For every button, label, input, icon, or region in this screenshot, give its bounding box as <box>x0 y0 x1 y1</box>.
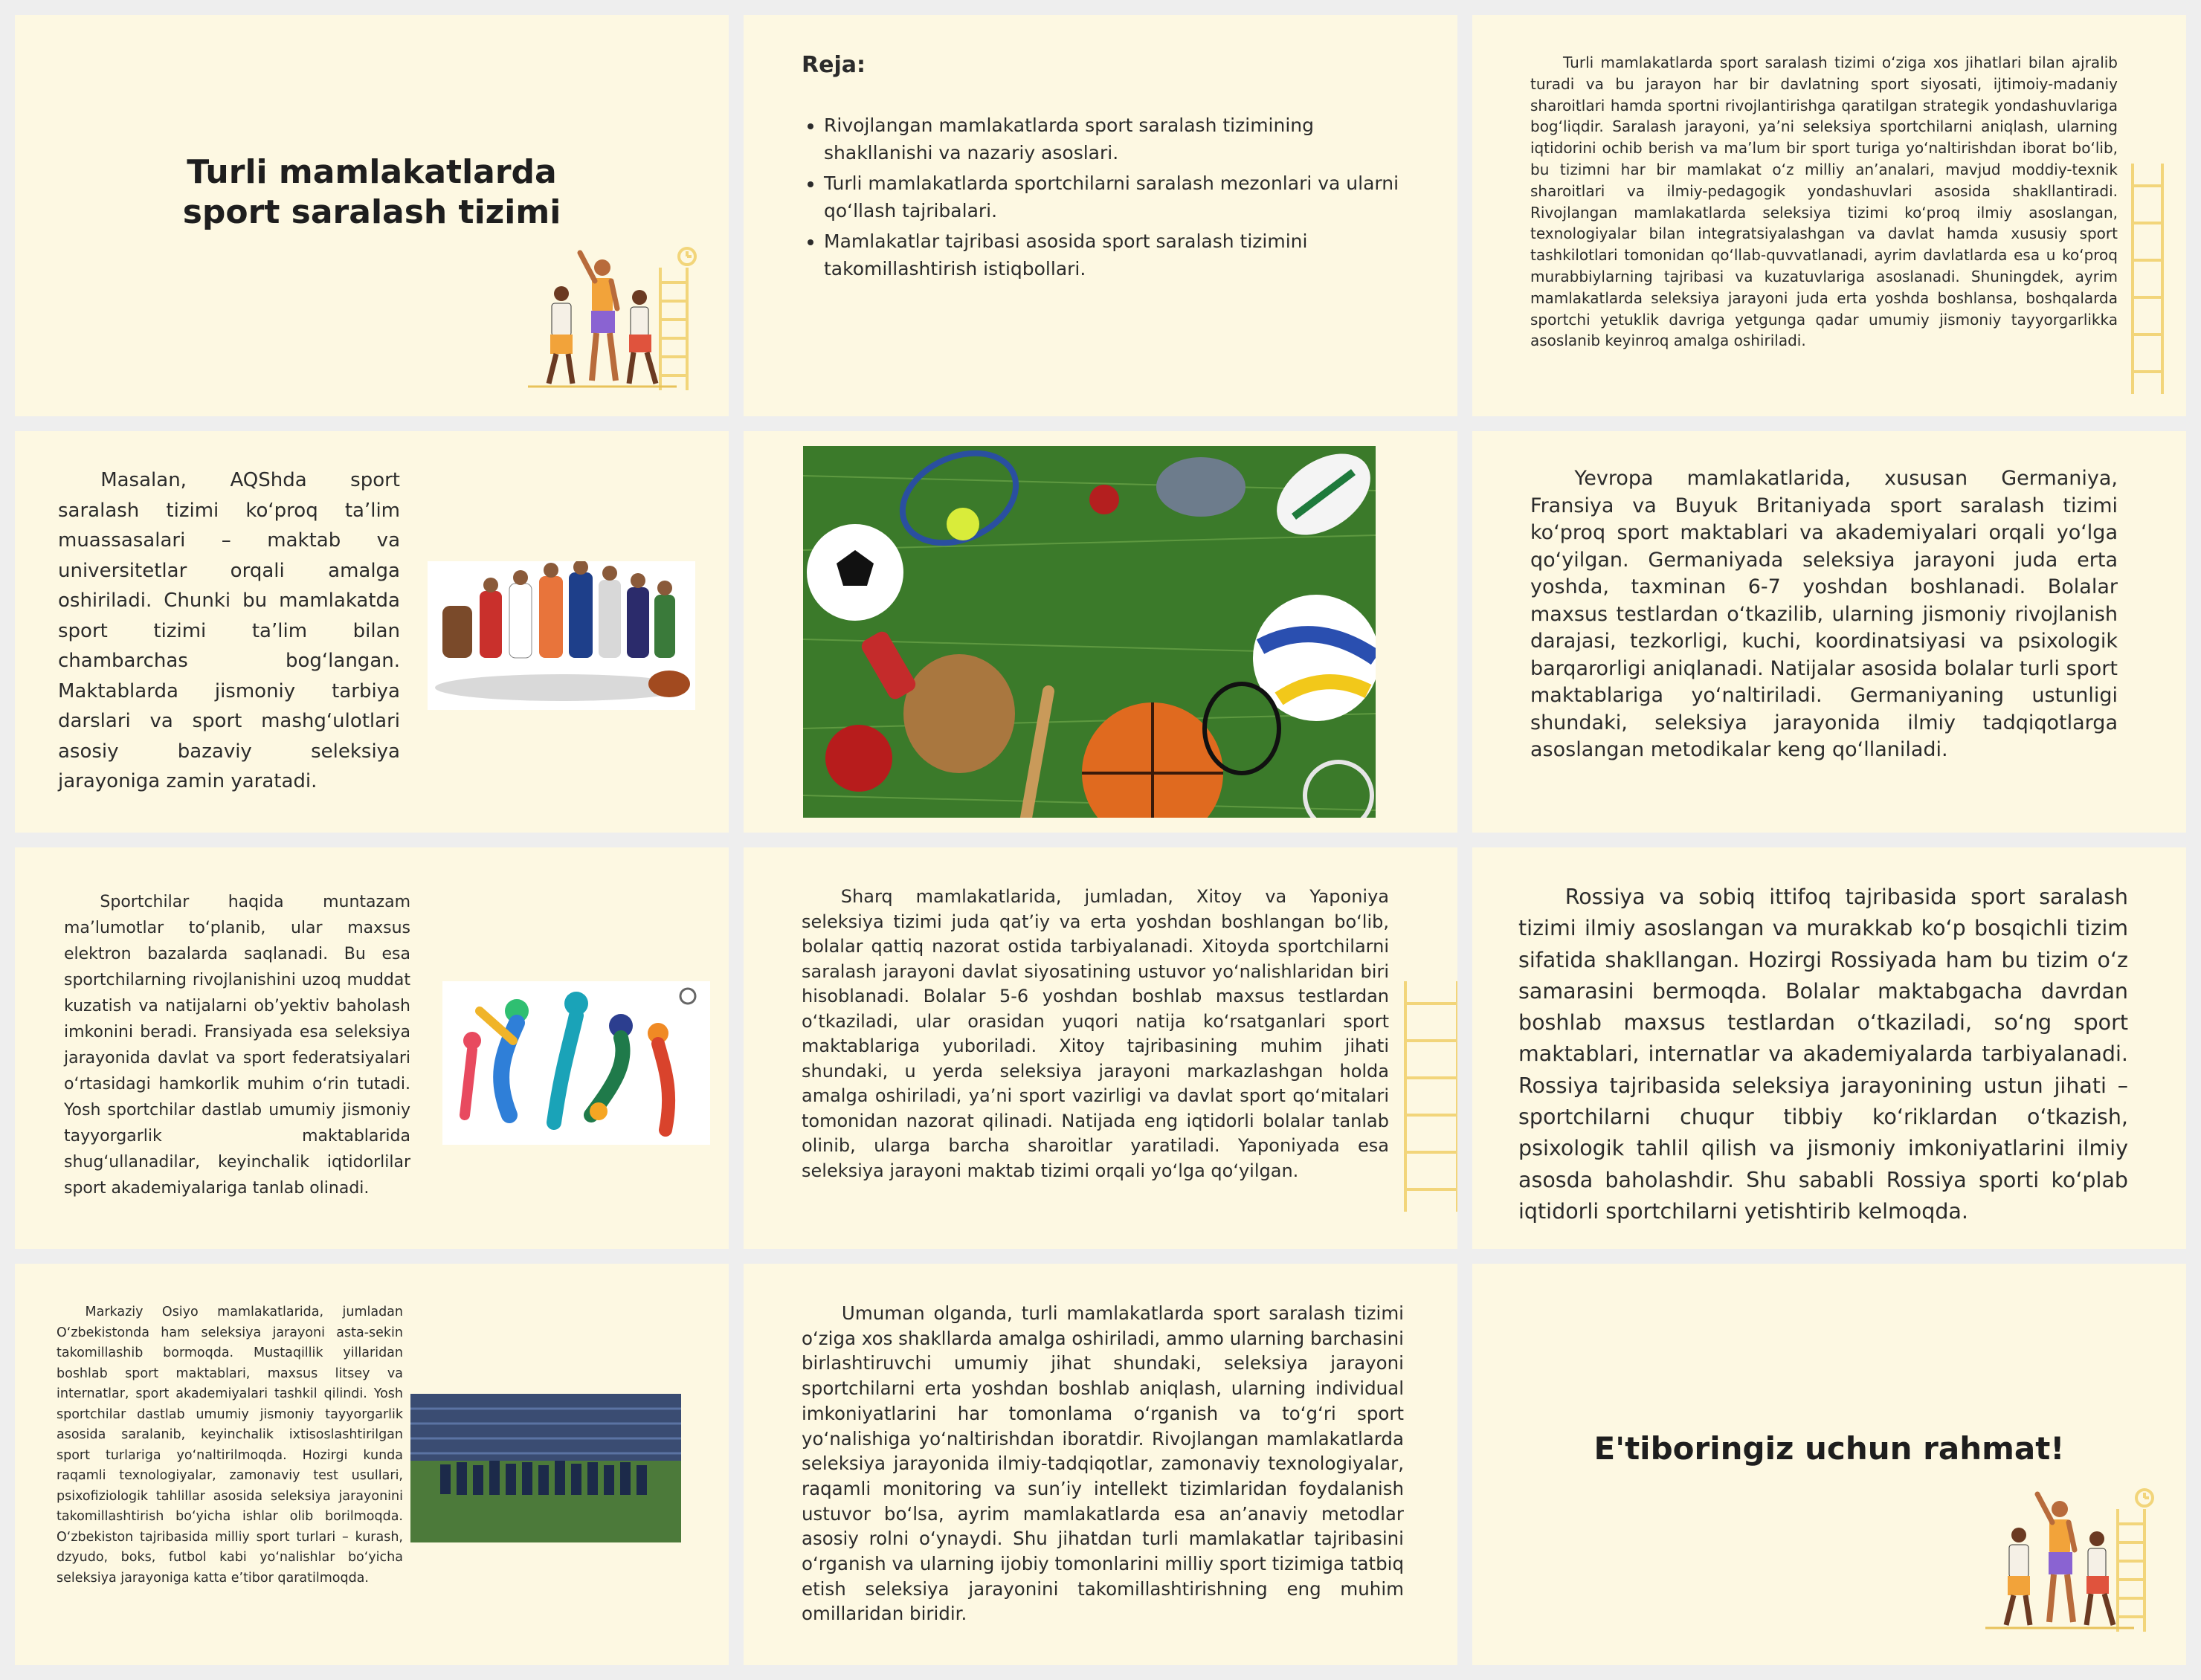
slide-1-title[interactable] <box>15 15 729 416</box>
plan-item: • Rivojlangan mamlakatlarda sport saralash tizimining shakllanishi va nazariy asoslari. <box>824 112 1404 167</box>
slide-3-intro[interactable] <box>1472 15 2186 416</box>
slide-text: Masalan, AQShda sport saralash tizimi ko‘proq ta’lim muassasalari – maktab va universitetlar orqali amalga oshiriladi. Chunki bu mamlakatda sport tizimi ta’lim bilan chambarchas bog‘langan. Maktablarda jismoniy tarbiya darslari va sport mashg‘ulotlari asosiy bazaviy seleksiya jarayoniga zamin yaratadi. <box>58 469 400 792</box>
ladder-icon <box>1398 981 1457 1219</box>
athletes-collage-image <box>428 561 695 710</box>
colorful-athletes-image <box>442 981 710 1145</box>
plan-item: • Turli mamlakatlarda sportchilarni saralash mezonlari va ularni qo‘llash tajribalari. <box>824 169 1404 224</box>
slide-5-image[interactable] <box>744 431 1457 833</box>
plan-list <box>802 112 1404 285</box>
plan-item: • Mamlakatlar tajribasi asosida sport saralash tizimini takomillashtirish istiqbollari. <box>824 227 1404 282</box>
athletes-illustration <box>1985 1487 2134 1635</box>
slide-text: Sportchilar haqida muntazam ma’lumotlar to‘planib, ular maxsus elektron bazalarda saqlanadi. Bu esa sportchilarning rivojlanishini uzoq muddat kuzatish va natijalarni ob’yektiv baholash imkonini beradi. Fransiyada esa seleksiya jarayonida davlat va sport federatsiyalari o‘rtasidagi hamkorlik muhim o‘rin tutadi. Yosh sportchilar dastlab umumiy jismoniy tayyorgarlik maktablarida shug‘ullanadilar, keyinchalik iqtidorlilar sport akademiyalariga tanlab olinadi. <box>64 893 410 1198</box>
sports-equipment-image <box>803 446 1376 818</box>
slide-8-east[interactable] <box>744 847 1457 1249</box>
football-team-image <box>410 1394 681 1542</box>
slide-title: Turli mamlakatlarda sport saralash tizimi <box>182 153 561 231</box>
ladder-icon <box>2127 164 2171 401</box>
slide-7-databases[interactable] <box>15 847 729 1249</box>
slide-10-uzbekistan[interactable] <box>15 1264 729 1665</box>
slide-text: Rossiya va sobiq ittifoq tajribasida sport saralash tizimi ilmiy asoslangan va murakkab ko‘p bosqichli tizim sifatida shakllangan. Hozirgi Rossiyada ham bu tizim o‘z samarasini bermoqda. Bolalar maktabgacha davrdan boshlab maxsus testlardan o‘tkaziladi, so‘ng sport maktablari, internatlar va akademiyalarda tarbiyalanadi. Rossiya tajribasida seleksiya jarayonining ustun jihati – sportchilarni chuqur tibbiy ko‘riklardan o‘tkazish, psixologik tahlil qilish va jismoniy imkoniyatlarini ilmiy asosda baholashdir. Shu sababli Rossiya sporti ko‘plab iqtidorli sportchilarni yetishtirib kelmoqda. <box>1518 885 2128 1224</box>
plan-heading: Reja: <box>802 52 866 78</box>
slide-text: Umuman olganda, turli mamlakatlarda sport saralash tizimi o‘ziga xos shakllarda amalga oshiriladi, ammo ularning barchasini birlashtiruvchi umumiy jihat shundaki, seleksiya jarayoni sportchilarni erta yoshdan boshlab aniqlash, ularning individual imkoniyatlarini har tomonlama o‘rganish va to‘g‘ri sport yo‘nalishiga yo‘naltirishdan iboratdir. Rivojlangan mamlakatlarda seleksiya jarayonida ilmiy-tadqiqotlar, zamonaviy texnologiyalar, raqamli monitoring va sun’iy intellekt tizimlaridan foydalanish ustuvor bo‘lsa, ayrim mamlakatlarda esa an’anaviy metodlar asosiy rolni o‘ynaydi. Shu jihatdan turli mamlakatlar tajribasini o‘rganish va ularning ijobiy tomonlarini milliy sport tizimiga tatbiq etish seleksiya jarayonini takomillashtirishning eng muhim omillaridan biridir. <box>802 1302 1404 1625</box>
slide-text: Yevropa mamlakatlarida, xususan Germaniya, Fransiya va Buyuk Britaniyada sport saralash tizimi ko‘proq sport maktablari va akademiyalari orqali yo‘lga qo‘yilgan. Germaniyada seleksiya jarayoni juda erta yoshda, taxminan 6-7 yoshdan boshlanadi. Bolalar maxsus testlardan o‘tkazilib, ularning jismoniy rivojlanish darajasi, tezkorligi, kuchi, koordinatsiyasi va psixologik barqarorligi aniqlanadi. Natijalar asosida bolalar turli sport maktablariga yo‘naltiriladi. Germaniyaning ustunligi shundaki, seleksiya jarayonida ilmiy tadqiqotlarga asoslangan metodikalar keng qo‘llaniladi. <box>1530 467 2118 761</box>
slide-text: Sharq mamlakatlarida, jumladan, Xitoy va Yaponiya seleksiya tizimi juda qat’iy va erta yoshdan boshlangan bo‘lib, bolalar qattiq nazorat ostida tarbiyalanadi. Xitoyda sportchilarni saralash jarayoni davlat siyosatining ustuvor yo‘nalishlaridan biri hisoblanadi. Bolalar 5-6 yoshdan boshlab maxsus testlardan o‘tkaziladi, ular orasidan yuqori natija ko‘rsatganlari sport maktablariga yuboriladi. Xitoy tajribasining muhim jihati shundaki, u yerda seleksiya jarayoni markazlashgan holda amalga oshiriladi, ya’ni sport vazirligi va davlat sport qo‘mitalari tomonidan nazorat qilinadi. Natijada eng iqtidorli bolalar tanlab olinib, ularga barcha sharoitlar yaratiladi. Yaponiyada esa seleksiya jarayoni maktab tizimi orqali yo‘lga qo‘yilgan. <box>802 886 1389 1181</box>
slide-9-russia[interactable] <box>1472 847 2186 1249</box>
slide-2-plan[interactable] <box>744 15 1457 416</box>
slide-4-usa[interactable] <box>15 431 729 833</box>
slide-text: Turli mamlakatlarda sport saralash tizimi o‘ziga xos jihatlari bilan ajralib turadi va bu jarayon har bir davlatning sport siyosati, ijtimoiy-madaniy sharoitlari hamda sportni rivojlantirishga qaratilgan strategik yondashuvlariga bog‘liqdir. Saralash jarayoni, ya’ni seleksiya sportchilarni aniqlash, ularning iqtidorini ochib berish va ma’lum bir sport turiga yo‘naltirishdan iborat bo‘lib, bu tizimni har bir mamlakat o‘z milliy an’analari, mavjud moddiy-texnik sharoitlari va ilmiy-pedagogik yondashuvlari asosida shakllantiradi. Rivojlangan mamlakatlarda seleksiya tizimi ko‘proq ilmiy asoslangan, texnologiyalar bilan integratsiyalashgan va davlat hamda xususiy sport tashkilotlari tomonidan qo‘llab-quvvatlanadi, ayrim davlatlarda esa u ko‘proq murabbiylarning tajribasi va kuzatuvlariga asoslanadi. Shuningdek, ayrim mamlakatlarda seleksiya jarayoni juda erta yoshda boshlansa, boshqalarda sportchi yetuklik davriga yetgunga qadar umumiy jismoniy tayyorgarlikka asoslanib keyinroq amalga oshiriladi. <box>1530 54 2118 350</box>
slide-11-conclusion[interactable] <box>744 1264 1457 1665</box>
slide-12-thanks[interactable] <box>1472 1264 2186 1665</box>
slide-6-europe[interactable] <box>1472 431 2186 833</box>
thank-you-title: E'tiboringiz uchun rahmat! <box>1593 1430 2065 1467</box>
slide-text: Markaziy Osiyo mamlakatlarida, jumladan O‘zbekistonda ham seleksiya jarayoni asta-sekin takomillashib bormoqda. Mustaqillik yillaridan boshlab sport maktablari, maxsus litsey va internatlar, sport akademiyalari tashkil qilindi. Yosh sportchilar dastlab umumiy jismoniy tayyorgarlik asosida saralanib, keyinchalik ixtisoslashtirilgan sport turlariga yo‘naltirilmoqda. Hozirgi kunda raqamli texnologiyalar, zamonaviy test usullari, psixofiziologik tahlillar asosida seleksiya jarayonini takomillashtirish bo‘yicha ishlar olib borilmoqda. O‘zbekiston tajribasida milliy sport turlari – kurash, dzyudo, boks, futbol kabi yo‘nalishlar bo‘yicha seleksiya jarayoniga katta e’tibor qaratilmoqda. <box>57 1305 403 1586</box>
athletes-illustration <box>528 245 677 394</box>
